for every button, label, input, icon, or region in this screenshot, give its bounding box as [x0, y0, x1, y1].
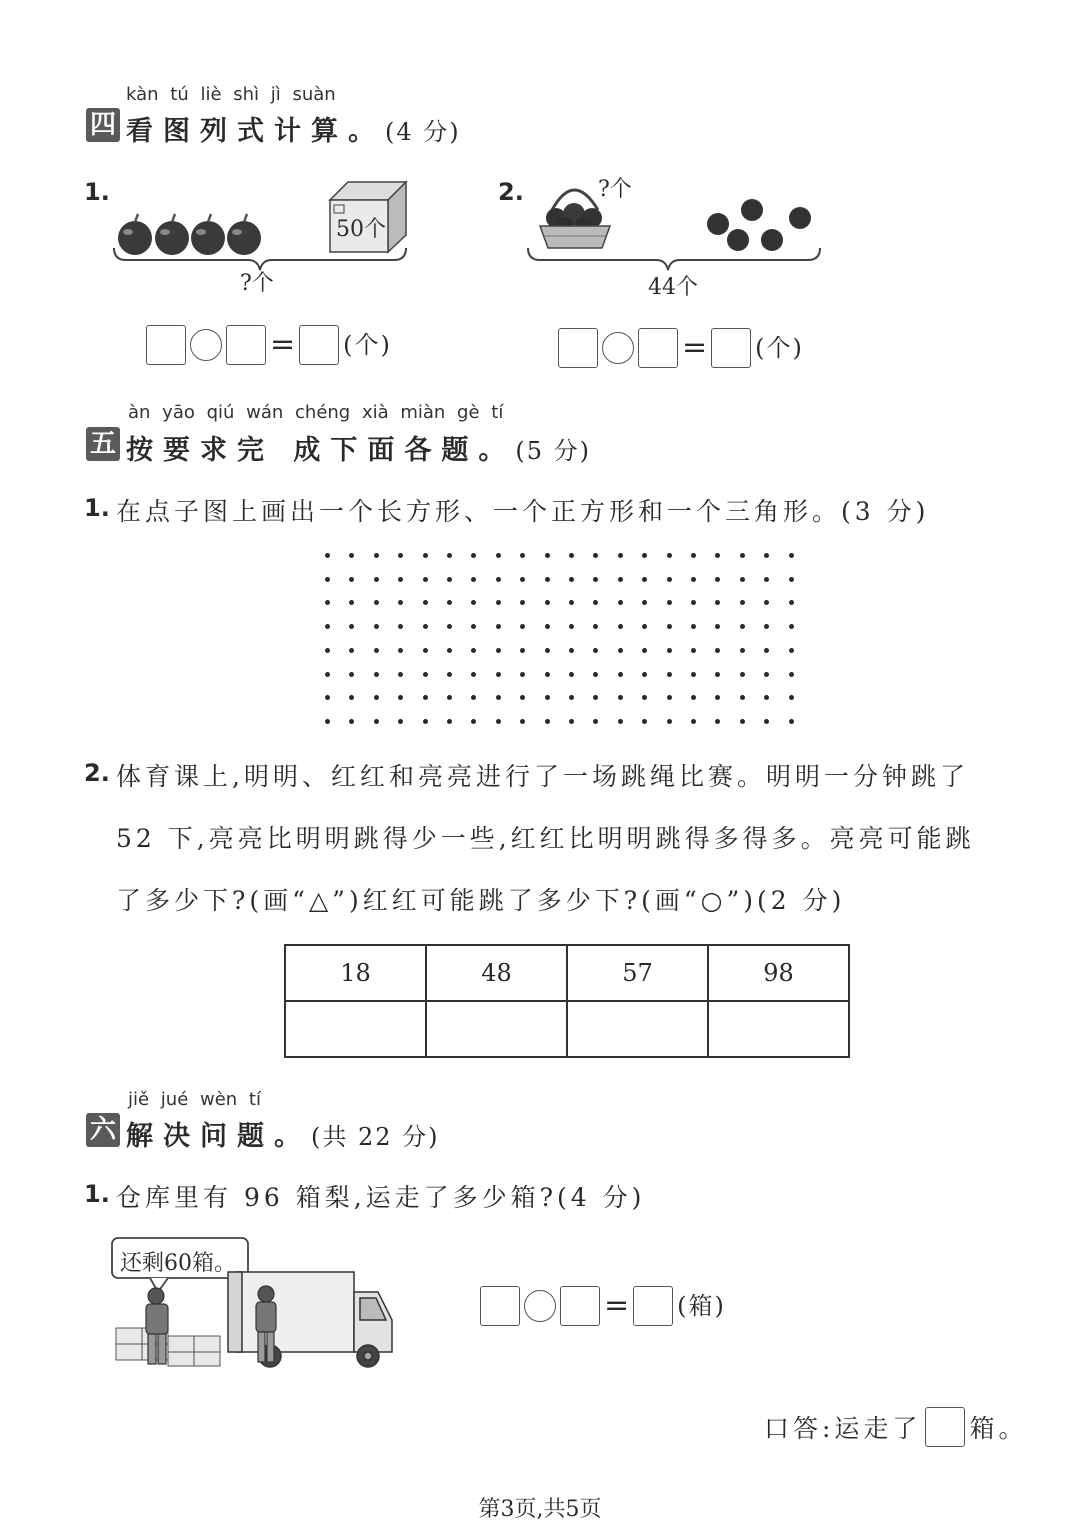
grid-dot[interactable] [618, 672, 623, 677]
grid-dot[interactable] [569, 695, 574, 700]
grid-dot[interactable] [520, 553, 525, 558]
grid-dot[interactable] [764, 648, 769, 653]
mark-cell[interactable] [708, 1001, 849, 1057]
grid-dot[interactable] [423, 695, 428, 700]
grid-dot[interactable] [496, 600, 501, 605]
grid-dot[interactable] [520, 600, 525, 605]
grid-dot[interactable] [520, 624, 525, 629]
section6-title: 解决问题。 [126, 1121, 311, 1152]
grid-dot[interactable] [764, 672, 769, 677]
grid-dot[interactable] [349, 648, 354, 653]
s4-q2-basket-label: ?个 [598, 177, 632, 202]
grid-dot[interactable] [447, 695, 452, 700]
grid-dot[interactable] [349, 577, 354, 582]
grid-dot[interactable] [667, 553, 672, 558]
grid-dot[interactable] [545, 648, 550, 653]
option-cell: 98 [708, 945, 849, 1001]
grid-dot[interactable] [789, 672, 794, 677]
grid-dot[interactable] [715, 577, 720, 582]
answer-box[interactable] [480, 1286, 520, 1326]
options-table [284, 944, 850, 1058]
s5-q1-number: 1. [84, 494, 110, 522]
grid-dot[interactable] [471, 600, 476, 605]
grid-dot[interactable] [715, 624, 720, 629]
section6-heading [126, 1114, 440, 1153]
grid-dot[interactable] [349, 553, 354, 558]
grid-dot[interactable] [325, 577, 330, 582]
s4-q1-number: 1. [84, 178, 110, 206]
grid-dot[interactable] [667, 624, 672, 629]
grid-dot[interactable] [618, 648, 623, 653]
grid-dot[interactable] [471, 553, 476, 558]
grid-dot[interactable] [520, 672, 525, 677]
grid-dot[interactable] [447, 553, 452, 558]
section4-pinyin: kàn tú liè shì jì suàn [126, 84, 336, 105]
grid-dot[interactable] [471, 719, 476, 724]
unit-label: (个) [755, 334, 804, 362]
section5-heading [126, 428, 591, 467]
mark-cell[interactable] [426, 1001, 567, 1057]
section6-badge: 六 [86, 1113, 120, 1147]
grid-dot[interactable] [642, 577, 647, 582]
grid-dot[interactable] [398, 577, 403, 582]
grid-dot[interactable] [618, 695, 623, 700]
section4-badge: 四 [86, 108, 120, 142]
equals-sign: = [270, 327, 296, 362]
grid-dot[interactable] [593, 719, 598, 724]
section6-score: (共 22 分) [311, 1123, 440, 1151]
grid-dot[interactable] [740, 577, 745, 582]
grid-dot[interactable] [471, 624, 476, 629]
page-footer: 第3页,共5页 [478, 1497, 602, 1522]
grid-dot[interactable] [740, 624, 745, 629]
dot-grid[interactable] [325, 553, 807, 725]
grid-dot[interactable] [398, 624, 403, 629]
grid-dot[interactable] [715, 553, 720, 558]
grid-dot[interactable] [374, 719, 379, 724]
grid-dot[interactable] [642, 648, 647, 653]
grid-dot[interactable] [545, 577, 550, 582]
s5-q1-text: 在点子图上画出一个长方形、一个正方形和一个三角形。(3 分) [116, 497, 930, 526]
grid-dot[interactable] [764, 695, 769, 700]
grid-dot[interactable] [618, 577, 623, 582]
grid-dot[interactable] [398, 648, 403, 653]
equals-sign: = [682, 330, 708, 365]
grid-dot[interactable] [325, 672, 330, 677]
grid-dot[interactable] [398, 672, 403, 677]
grid-dot[interactable] [325, 624, 330, 629]
s4-q1-box-label: 50个 [336, 217, 386, 242]
grid-dot[interactable] [789, 600, 794, 605]
grid-dot[interactable] [642, 553, 647, 558]
grid-dot[interactable] [618, 719, 623, 724]
grid-dot[interactable] [325, 648, 330, 653]
mark-cell[interactable] [567, 1001, 708, 1057]
grid-dot[interactable] [691, 624, 696, 629]
grid-dot[interactable] [569, 624, 574, 629]
s6-q1-number: 1. [84, 1180, 110, 1208]
section4-score: (4 分) [385, 118, 461, 146]
grid-dot[interactable] [618, 624, 623, 629]
grid-dot[interactable] [349, 600, 354, 605]
grid-dot[interactable] [642, 624, 647, 629]
grid-dot[interactable] [764, 719, 769, 724]
grid-dot[interactable] [740, 600, 745, 605]
grid-dot[interactable] [325, 719, 330, 724]
grid-dot[interactable] [569, 600, 574, 605]
grid-dot[interactable] [691, 719, 696, 724]
answer-box[interactable] [146, 325, 186, 365]
grid-dot[interactable] [569, 648, 574, 653]
grid-dot[interactable] [691, 695, 696, 700]
grid-dot[interactable] [423, 553, 428, 558]
grid-dot[interactable] [374, 624, 379, 629]
answer-box[interactable] [558, 328, 598, 368]
grid-dot[interactable] [325, 695, 330, 700]
grid-dot[interactable] [740, 672, 745, 677]
options-row [285, 945, 849, 1001]
grid-dot[interactable] [398, 719, 403, 724]
s5-q2-line2: 52 下,亮亮比明明跳得少一些,红红比明明跳得多得多。亮亮可能跳 [116, 824, 975, 853]
grid-dot[interactable] [398, 600, 403, 605]
grid-dot[interactable] [569, 719, 574, 724]
grid-dot[interactable] [593, 600, 598, 605]
grid-dot[interactable] [715, 719, 720, 724]
grid-dot[interactable] [569, 553, 574, 558]
section6-pinyin: jiě jué wèn tí [128, 1089, 261, 1110]
grid-dot[interactable] [374, 648, 379, 653]
grid-dot[interactable] [740, 719, 745, 724]
s5-q2-line1: 体育课上,明明、红红和亮亮进行了一场跳绳比赛。明明一分钟跳了 [116, 762, 969, 791]
grid-dot[interactable] [789, 577, 794, 582]
grid-dot[interactable] [593, 553, 598, 558]
grid-dot[interactable] [691, 672, 696, 677]
section5-title: 按要求完 成下面各题。 [126, 435, 516, 466]
grid-dot[interactable] [789, 624, 794, 629]
grid-dot[interactable] [545, 624, 550, 629]
grid-dot[interactable] [447, 624, 452, 629]
s4-q2-number: 2. [498, 178, 524, 206]
grid-dot[interactable] [667, 719, 672, 724]
grid-dot[interactable] [471, 577, 476, 582]
grid-dot[interactable] [764, 553, 769, 558]
grid-dot[interactable] [715, 648, 720, 653]
grid-dot[interactable] [496, 695, 501, 700]
option-cell: 48 [426, 945, 567, 1001]
grid-dot[interactable] [447, 600, 452, 605]
grid-dot[interactable] [325, 553, 330, 558]
grid-dot[interactable] [520, 719, 525, 724]
answer-box[interactable] [299, 325, 339, 365]
grid-dot[interactable] [471, 695, 476, 700]
section5-pinyin: àn yāo qiú wán chéng xià miàn gè tí [128, 402, 504, 423]
mark-cell[interactable] [285, 1001, 426, 1057]
oral-answer-prefix: 口答:运走了 [764, 1414, 922, 1443]
grid-dot[interactable] [740, 695, 745, 700]
box-stack-icon [116, 1328, 220, 1366]
s6-q1-text: 仓库里有 96 箱梨,运走了多少箱?(4 分) [116, 1183, 646, 1212]
grid-dot[interactable] [423, 648, 428, 653]
grid-dot[interactable] [374, 672, 379, 677]
option-cell: 18 [285, 945, 426, 1001]
grid-dot[interactable] [423, 719, 428, 724]
grid-dot[interactable] [398, 553, 403, 558]
grid-dot[interactable] [447, 577, 452, 582]
section5-score: (5 分) [515, 437, 592, 465]
grid-dot[interactable] [715, 672, 720, 677]
answer-box[interactable] [925, 1407, 965, 1447]
grid-dot[interactable] [423, 624, 428, 629]
s4-q2-illustration [522, 170, 822, 280]
grid-dot[interactable] [764, 600, 769, 605]
s6-q1-equation [480, 1286, 726, 1326]
grid-dot[interactable] [545, 695, 550, 700]
grid-dot[interactable] [496, 553, 501, 558]
grid-dot[interactable] [642, 719, 647, 724]
grid-dot[interactable] [349, 719, 354, 724]
answer-box[interactable] [226, 325, 266, 365]
operator-circle[interactable] [602, 332, 634, 364]
answer-box[interactable] [560, 1286, 600, 1326]
s4-q1-brace-label: ?个 [240, 271, 274, 296]
grid-dot[interactable] [789, 695, 794, 700]
grid-dot[interactable] [545, 600, 550, 605]
grid-dot[interactable] [374, 600, 379, 605]
grid-dot[interactable] [789, 719, 794, 724]
grid-dot[interactable] [764, 624, 769, 629]
grid-dot[interactable] [740, 553, 745, 558]
grid-dot[interactable] [520, 577, 525, 582]
speech-bubble-text: 还剩60箱。 [120, 1251, 236, 1276]
grid-dot[interactable] [423, 672, 428, 677]
grid-dot[interactable] [447, 648, 452, 653]
oral-answer [764, 1407, 1027, 1447]
unit-label: (个) [343, 331, 392, 359]
unit-label: (箱) [677, 1292, 726, 1320]
grid-dot[interactable] [593, 672, 598, 677]
grid-dot[interactable] [496, 672, 501, 677]
grid-dot[interactable] [496, 577, 501, 582]
operator-circle[interactable] [190, 329, 222, 361]
option-cell: 57 [567, 945, 708, 1001]
grid-dot[interactable] [715, 695, 720, 700]
grid-dot[interactable] [520, 648, 525, 653]
grid-dot[interactable] [496, 624, 501, 629]
grid-dot[interactable] [520, 695, 525, 700]
grid-dot[interactable] [618, 553, 623, 558]
grid-dot[interactable] [471, 672, 476, 677]
s5-q2-number: 2. [84, 759, 110, 787]
operator-circle[interactable] [524, 1290, 556, 1322]
grid-dot[interactable] [667, 672, 672, 677]
grid-dot[interactable] [569, 577, 574, 582]
grid-dot[interactable] [423, 600, 428, 605]
grid-dot[interactable] [496, 648, 501, 653]
grid-dot[interactable] [545, 553, 550, 558]
section4-heading [126, 109, 461, 148]
grid-dot[interactable] [471, 648, 476, 653]
grid-dot[interactable] [593, 648, 598, 653]
answer-box[interactable] [711, 328, 751, 368]
grid-dot[interactable] [691, 577, 696, 582]
grid-dot[interactable] [569, 672, 574, 677]
grid-dot[interactable] [618, 600, 623, 605]
s4-q1-equation [146, 325, 392, 365]
answer-box[interactable] [633, 1286, 673, 1326]
grid-dot[interactable] [496, 719, 501, 724]
apple-icon [707, 199, 811, 251]
section5-badge: 五 [86, 427, 120, 461]
grid-dot[interactable] [593, 695, 598, 700]
s4-q2-brace-label: 44个 [648, 275, 698, 300]
grid-dot[interactable] [667, 577, 672, 582]
grid-dot[interactable] [740, 648, 745, 653]
grid-dot[interactable] [398, 695, 403, 700]
grid-dot[interactable] [667, 695, 672, 700]
oral-answer-suffix: 箱。 [969, 1414, 1028, 1443]
grid-dot[interactable] [642, 695, 647, 700]
apple-icon [118, 221, 261, 255]
grid-dot[interactable] [667, 600, 672, 605]
grid-dot[interactable] [764, 577, 769, 582]
grid-dot[interactable] [349, 672, 354, 677]
equals-sign: = [604, 1288, 630, 1323]
grid-dot[interactable] [349, 695, 354, 700]
grid-dot[interactable] [545, 719, 550, 724]
grid-dot[interactable] [691, 600, 696, 605]
truck-icon [228, 1272, 392, 1367]
grid-dot[interactable] [789, 553, 794, 558]
grid-dot[interactable] [642, 600, 647, 605]
grid-dot[interactable] [447, 672, 452, 677]
grid-dot[interactable] [374, 695, 379, 700]
grid-dot[interactable] [593, 624, 598, 629]
grid-dot[interactable] [593, 577, 598, 582]
grid-dot[interactable] [447, 719, 452, 724]
grid-dot[interactable] [374, 553, 379, 558]
grid-dot[interactable] [374, 577, 379, 582]
grid-dot[interactable] [423, 577, 428, 582]
grid-dot[interactable] [691, 648, 696, 653]
grid-dot[interactable] [545, 672, 550, 677]
grid-dot[interactable] [715, 600, 720, 605]
s5-q2-line3: 了多少下?(画“△”)红红可能跳了多少下?(画“○”)(2 分) [116, 886, 846, 915]
answer-row [285, 1001, 849, 1057]
grid-dot[interactable] [691, 553, 696, 558]
grid-dot[interactable] [325, 600, 330, 605]
grid-dot[interactable] [642, 672, 647, 677]
answer-box[interactable] [638, 328, 678, 368]
section4-title: 看图列式计算。 [126, 116, 385, 147]
grid-dot[interactable] [349, 624, 354, 629]
s4-q2-equation [558, 328, 804, 368]
grid-dot[interactable] [667, 648, 672, 653]
grid-dot[interactable] [789, 648, 794, 653]
